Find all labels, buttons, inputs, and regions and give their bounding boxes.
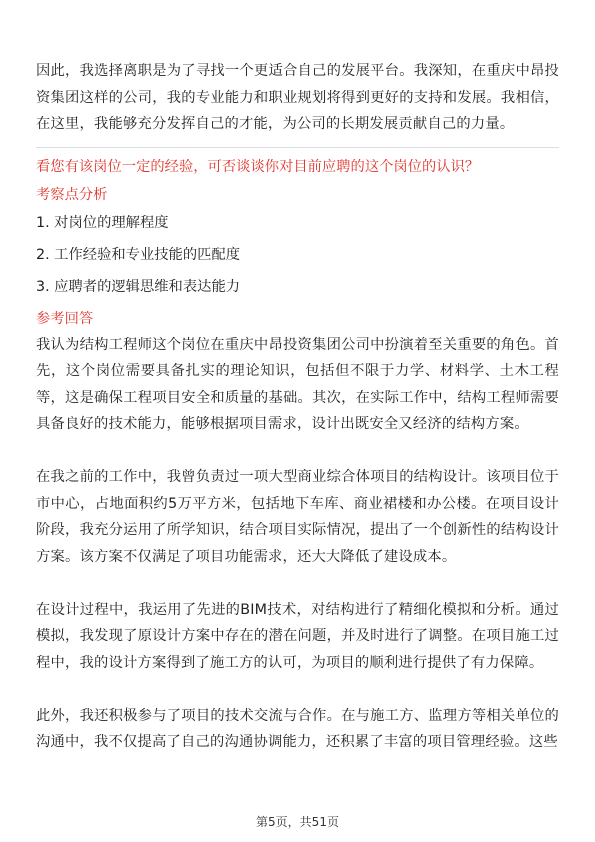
- analysis-point: 3. 应聘者的逻辑思维和表达能力: [36, 278, 241, 295]
- answer-paragraph: 此外，我还积极参与了项目的技术交流与合作。在与施工方、监理方等相关单位的沟通中，我不仅提高了自己的沟通协调能力，还积累了丰富的项目管理经验。这些: [36, 707, 559, 750]
- answer-title: 参考回答: [36, 310, 94, 327]
- paragraph-spacer: [36, 676, 559, 703]
- section-divider: [36, 147, 559, 148]
- analysis-point: 2. 工作经验和专业技能的匹配度: [36, 246, 241, 263]
- paragraph-spacer: [36, 438, 559, 465]
- page-number: 第5页，共51页: [256, 815, 339, 829]
- paragraph-spacer: [36, 570, 559, 597]
- answer-paragraph: 在设计过程中，我运用了先进的BIM技术，对结构进行了精细化模拟和分析。通过模拟，我发现了原设计方案中存在的潜在问题，并及时进行了调整。在项目施工过程中，我的设计方案得到了施工方的认可，为项目的顺利进行提供了有力保障。: [36, 601, 559, 671]
- analysis-points: [36, 212, 559, 298]
- answer-paragraph: 在我之前的工作中，我曾负责过一项大型商业综合体项目的结构设计。该项目位于市中心，占地面积约5万平方米，包括地下车库、商业裙楼和办公楼。在项目设计阶段，我充分运用了所学知识，结合项目实际情况，提出了一个创新性的结构设计方案。该方案不仅满足了项目功能需求，还大大降低了建设成本。: [36, 469, 559, 565]
- analysis-point: 1. 对岗位的理解程度: [36, 214, 169, 231]
- answer-paragraph: 我认为结构工程师这个岗位在重庆中昂投资集团公司中扮演着至关重要的角色。首先，这个岗位需要具备扎实的理论知识，包括但不限于力学、材料学、土木工程等，这是确保工程项目安全和质量的基础。其次，在实际工作中，结构工程师需要具备良好的技术能力，能够根据项目需求，设计出既安全又经济的结构方案。: [36, 336, 559, 432]
- interview-question: 看您有该岗位一定的经验，可否谈谈你对目前应聘的这个岗位的认识？: [36, 158, 480, 175]
- intro-paragraph: 因此，我选择离职是为了寻找一个更适合自己的发展平台。我深知，在重庆中昂投资集团这样的公司，我的专业能力和职业规划将得到更好的支持和发展。我相信，在这里，我能够充分发挥自己的才能，为公司的长期发展贡献自己的力量。: [36, 63, 559, 132]
- document-page: [36, 58, 559, 756]
- analysis-title: 考察点分析: [36, 186, 108, 203]
